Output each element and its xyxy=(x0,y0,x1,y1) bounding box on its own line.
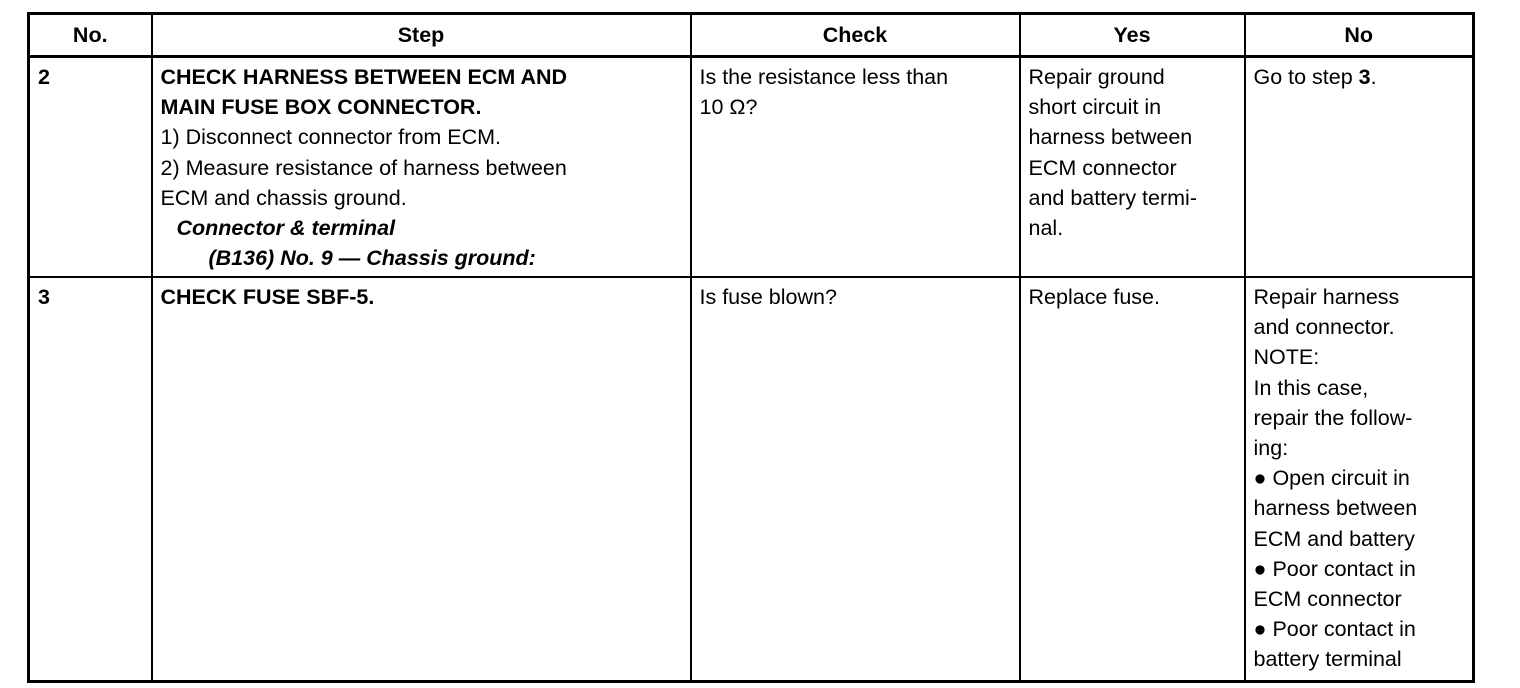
yes-text: harness between xyxy=(1028,125,1193,150)
step-title: CHECK FUSE SBF-5. xyxy=(160,285,375,309)
yes-cell xyxy=(1020,57,1245,278)
header-row xyxy=(29,14,1474,57)
no-cell xyxy=(1245,277,1474,682)
diagnostic-table xyxy=(27,12,1475,683)
no-text: battery terminal xyxy=(1253,647,1402,672)
no-text: ing: xyxy=(1253,436,1289,461)
yes-text: ECM connector xyxy=(1028,155,1177,180)
no-text: harness between xyxy=(1253,496,1418,521)
step-instruction: 2) Measure resistance of harness between xyxy=(160,155,567,180)
yes-text: Replace fuse. xyxy=(1028,285,1160,309)
step-title-cont: MAIN FUSE BOX CONNECTOR. xyxy=(160,95,482,120)
terminal-label: (B136) No. 9 — Chassis ground: xyxy=(208,246,536,271)
step-cell xyxy=(152,57,691,278)
no-text: repair the follow- xyxy=(1253,405,1413,430)
step-instruction: ECM and chassis ground. xyxy=(160,185,407,210)
step-cell xyxy=(152,277,691,682)
bullet-item: ● Poor contact in xyxy=(1253,556,1416,581)
no-text: ECM and battery xyxy=(1253,526,1415,551)
row-number: 2 xyxy=(29,57,152,278)
no-text: ECM connector xyxy=(1253,587,1402,612)
no-cell xyxy=(1245,57,1474,278)
header-no: No. xyxy=(29,14,152,57)
step-instruction: 1) Disconnect connector from ECM. xyxy=(160,125,502,150)
row-number: 3 xyxy=(29,277,152,682)
no-text: Repair harness xyxy=(1253,285,1400,309)
yes-text: Repair ground xyxy=(1028,65,1165,89)
step-reference: 3 xyxy=(1358,65,1371,89)
bullet-item: ● Open circuit in xyxy=(1253,466,1410,491)
check-cell xyxy=(691,277,1020,682)
header-yes: Yes xyxy=(1020,14,1245,57)
step-title: CHECK HARNESS BETWEEN ECM AND xyxy=(160,65,568,89)
check-text: 10 Ω? xyxy=(699,95,758,120)
check-text: Is the resistance less than xyxy=(699,65,949,89)
yes-cell xyxy=(1020,277,1245,682)
table-row xyxy=(29,277,1474,682)
no-text: Go to step xyxy=(1253,65,1359,89)
no-text: In this case, xyxy=(1253,375,1369,400)
header-check: Check xyxy=(691,14,1020,57)
header-no-result: No xyxy=(1245,14,1474,57)
yes-text: and battery termi- xyxy=(1028,185,1197,210)
yes-text: nal. xyxy=(1028,216,1064,241)
header-step: Step xyxy=(152,14,691,57)
note-label: NOTE: xyxy=(1253,345,1320,370)
bullet-item: ● Poor contact in xyxy=(1253,617,1416,642)
connector-label: Connector & terminal xyxy=(176,216,396,241)
no-text: and connector. xyxy=(1253,315,1395,340)
table-row xyxy=(29,57,1474,278)
no-text-end: . xyxy=(1370,65,1377,89)
check-text: Is fuse blown? xyxy=(699,285,837,309)
check-cell xyxy=(691,57,1020,278)
yes-text: short circuit in xyxy=(1028,95,1162,120)
